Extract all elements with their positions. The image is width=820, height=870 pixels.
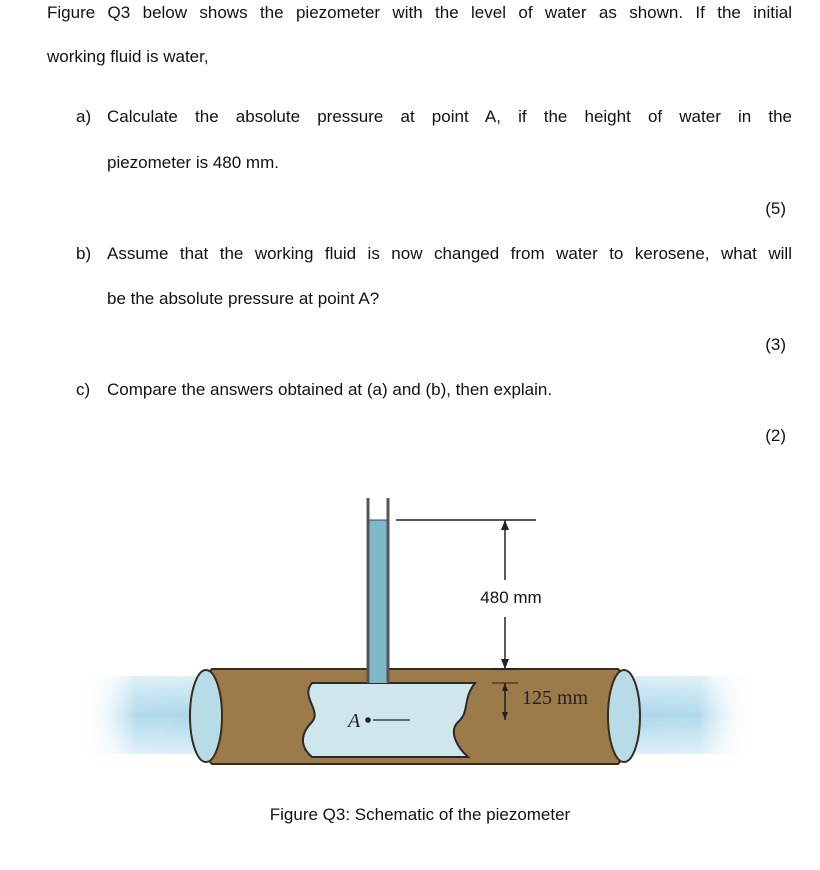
depth-label: 125 mm bbox=[521, 687, 589, 709]
pipe-left-end bbox=[190, 670, 222, 762]
point-a-dot bbox=[365, 717, 371, 723]
part-b-marks: (3) bbox=[765, 335, 786, 354]
part-a-label: a) bbox=[76, 107, 92, 126]
height-label: 480 mm bbox=[480, 588, 542, 607]
intro-line-1: Figure Q3 below shows the piezometer with the level of water as shown. If the initial bbox=[47, 3, 792, 22]
point-a-label: A bbox=[348, 710, 361, 732]
intro-line-2: working fluid is water, bbox=[47, 47, 209, 66]
piezometer-figure bbox=[0, 480, 820, 800]
pipe-right-end bbox=[608, 670, 640, 762]
part-b-label: b) bbox=[76, 244, 92, 263]
part-c-line-1: Compare the answers obtained at (a) and (b), then explain. bbox=[107, 380, 553, 399]
figure-caption: Figure Q3: Schematic of the piezometer bbox=[269, 805, 571, 824]
part-a-line-2: piezometer is 480 mm. bbox=[107, 153, 279, 172]
part-b-line-1: Assume that the working fluid is now changed from water to kerosene, what will bbox=[107, 244, 792, 263]
piezometer-tube-water bbox=[368, 520, 388, 683]
part-a-line-1: Calculate the absolute pressure at point A, if the height of water in the bbox=[107, 107, 792, 126]
part-c-label: c) bbox=[76, 380, 91, 399]
part-c-marks: (2) bbox=[765, 426, 786, 445]
part-a-marks: (5) bbox=[765, 199, 786, 218]
part-b-line-2: be the absolute pressure at point A? bbox=[107, 289, 380, 308]
